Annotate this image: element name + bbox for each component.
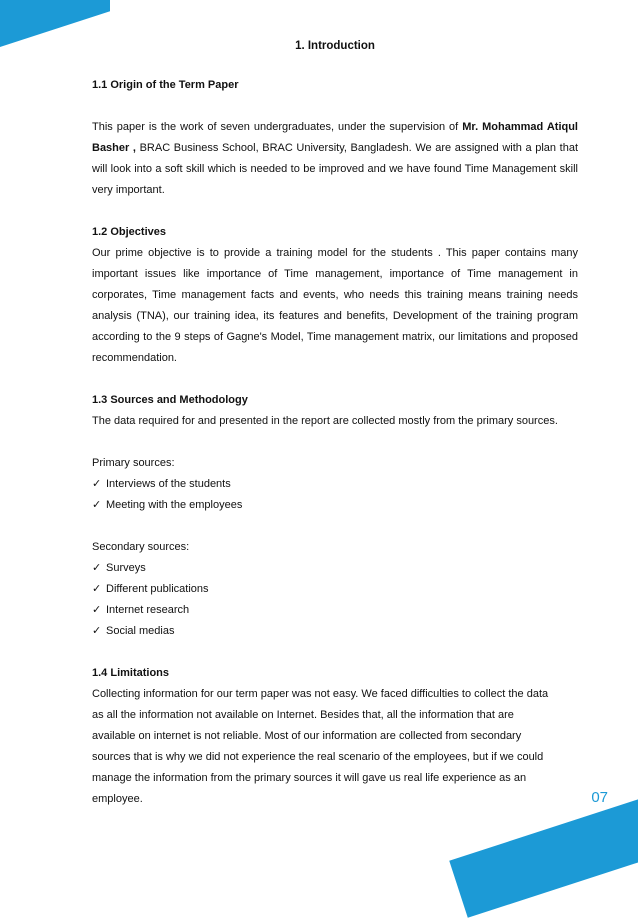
text-line: as all the information not available on Internet. Besides that, all the information that are: [92, 709, 514, 721]
section-text-objectives: Our prime objective is to provide a training model for the students . This paper contains many important issues like importance of Time management, importance of Time management in corporates, Time management facts and events, who needs this training means training needs analysis (TNA), our training idea, its features and benefits, Development of the training program according to the 9 steps of Gagne's Model, Time management matrix, our limitations and proposed recommendation.: [92, 247, 578, 364]
text-line: Collecting information for our term paper was not easy. We faced difficulties to collect the data: [92, 688, 549, 700]
text-line: sources that is why we did not experience the real scenario of the employees, but if we could: [92, 751, 544, 763]
list-item: ✓ Social medias: [92, 621, 578, 642]
secondary-sources-list: [92, 558, 578, 642]
list-item: ✓ Surveys: [92, 558, 578, 579]
section-heading-sources: 1.3 Sources and Methodology: [92, 394, 248, 406]
origin-text-after: BRAC Business School, BRAC University, Bangladesh. We are assigned with a plan that will look into a soft skill which is needed to be improved and we have found Time Management skill very important.: [92, 142, 578, 196]
list-item: ✓ Interviews of the students: [92, 474, 578, 495]
text-line: employee.: [92, 793, 143, 805]
page-number: 07: [591, 789, 608, 806]
section-text-origin: [92, 117, 578, 201]
supervisor-name: Mr. Mohammad Atiqul Basher ,: [92, 121, 578, 154]
text-line: available on internet is not reliable. Most of our information are collected from secondary: [92, 730, 522, 742]
check-icon: ✓: [92, 625, 102, 637]
check-icon: ✓: [92, 562, 102, 574]
primary-sources-list: [92, 474, 578, 516]
check-icon: ✓: [92, 499, 102, 511]
section-heading-origin: 1.1 Origin of the Term Paper: [92, 79, 239, 91]
section-text-sources: The data required for and presented in the report are collected mostly from the primary sources.: [92, 415, 558, 427]
section-text-limitations: [92, 684, 578, 810]
primary-sources-label: Primary sources:: [92, 457, 175, 469]
section-heading-limitations: 1.4 Limitations: [92, 667, 170, 679]
check-icon: ✓: [92, 604, 102, 616]
secondary-sources-label: Secondary sources:: [92, 541, 190, 553]
check-icon: ✓: [92, 583, 102, 595]
page-title: 1. Introduction: [295, 40, 375, 52]
list-item: ✓ Different publications: [92, 579, 578, 600]
document-page: [92, 36, 578, 810]
section-heading-objectives: 1.2 Objectives: [92, 226, 166, 238]
list-item: ✓ Meeting with the employees: [92, 495, 578, 516]
text-line: manage the information from the primary sources it will gave us real life experience as an: [92, 772, 527, 784]
origin-text-before: This paper is the work of seven undergraduates, under the supervision of: [92, 121, 463, 133]
check-icon: ✓: [92, 478, 102, 490]
list-item: ✓ Internet research: [92, 600, 578, 621]
